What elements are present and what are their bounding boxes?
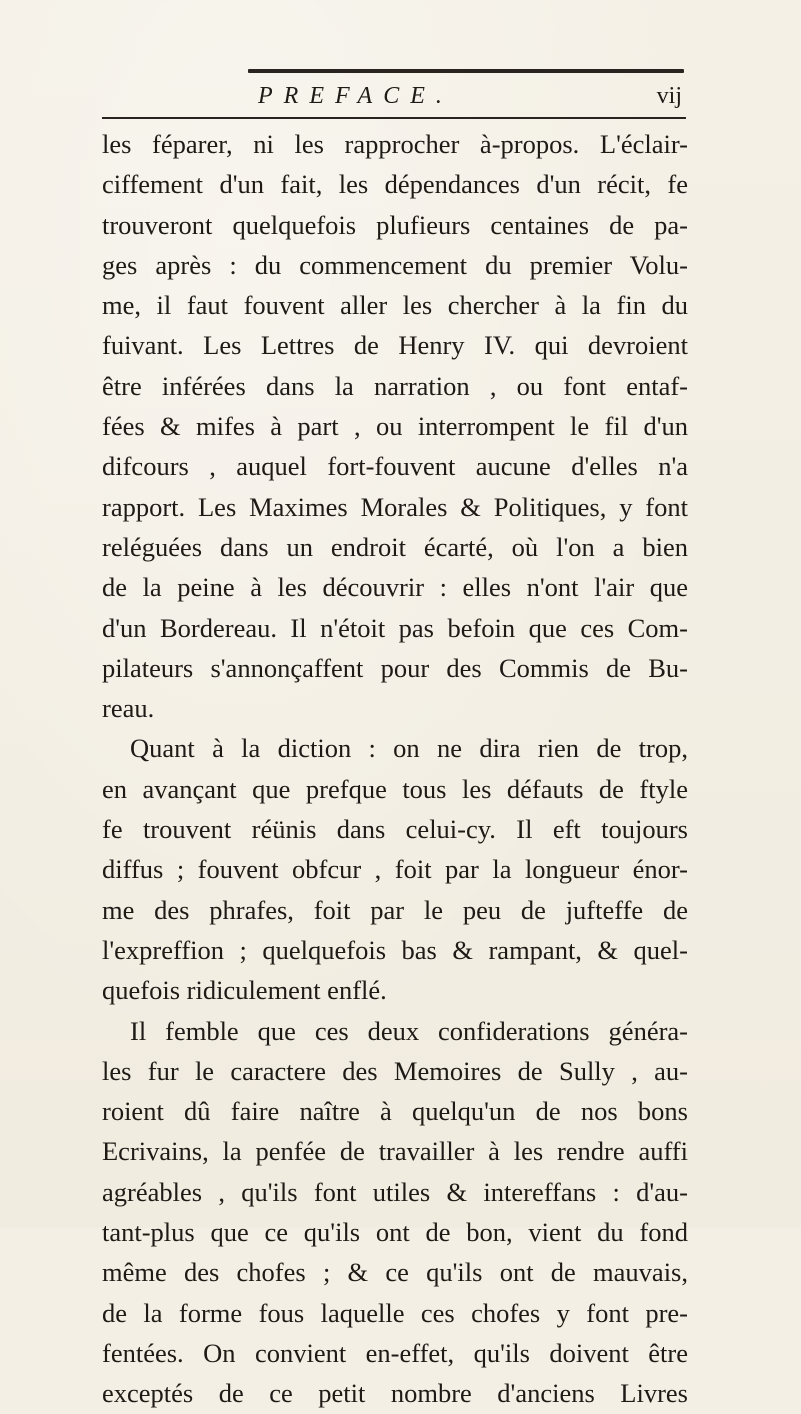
paragraph-start-line: Quant à la diction : on ne dira rien de trop, [130,733,688,764]
text-line: quefois ridiculement enflé. [102,975,387,1006]
text-line: diffus ; fouvent obfcur , foit par la longueur énor- [102,854,688,885]
text-line: les fur le caractere des Memoires de Sully , au- [102,1055,688,1086]
text-line: roient dû faire naître à quelqu'un de nos bons [102,1096,688,1127]
text-line: même des chofes ; & ce qu'ils ont de mauvais, [102,1257,688,1288]
text-line: les féparer, ni les rapprocher à-propos. L'éclair- [102,129,688,159]
text-line: fuivant. Les Lettres de Henry IV. qui devroient [102,330,688,361]
text-line: me, il faut fouvent aller les chercher à la fin du [102,290,688,321]
text-line: être inférées dans la narration , ou font entaf- [102,370,688,401]
text-line: pilateurs s'annonçaffent pour des Commis de Bu- [102,652,688,683]
running-title: PREFACE. [258,83,453,109]
top-ornamental-rule [248,69,684,73]
text-line: reléguées dans un endroit écarté, où l'on a bien [102,531,688,562]
text-line: reau. [102,693,155,724]
header-rule [102,117,686,119]
body-text [102,124,688,1414]
text-line: me des phrafes, foit par le peu de jufteffe de [102,894,688,925]
text-line: d'un Bordereau. Il n'étoit pas befoin que ces Com- [102,612,688,643]
page-header [258,80,688,112]
text-line: rapport. Les Maximes Morales & Politiques, y font [102,491,688,522]
text-line: ciffement d'un fait, les dépendances d'un récit, fe [102,169,688,200]
text-line: exceptés de ce petit nombre d'anciens Livres [102,1378,688,1409]
text-line: Ecrivains, la penfée de travailler à les rendre auffi [102,1136,688,1167]
page-number: vij [656,83,682,109]
text-line: difcours , auquel fort-fouvent aucune d'elles n'a [102,451,688,482]
text-line: trouveront quelquefois plufieurs centaines de pa- [102,209,688,240]
text-line: fentées. On convient en-effet, qu'ils doivent être [102,1337,688,1368]
text-line: en avançant que prefque tous les défauts de ftyle [102,773,688,804]
text-line: de la forme fous laquelle ces chofes y font pre- [102,1297,688,1328]
text-line: agréables , qu'ils font utiles & intereffans : d'au- [102,1176,688,1207]
text-line: fe trouvent réünis dans celui-cy. Il eft toujours [102,814,688,845]
text-line: de la peine à les découvrir : elles n'ont l'air que [102,572,688,603]
paragraph-start-line: Il femble que ces deux confiderations généra- [130,1015,688,1046]
text-line: l'expreffion ; quelquefois bas & rampant, & quel- [102,934,688,965]
text-line: ges après : du commencement du premier Volu- [102,249,688,280]
text-line: tant-plus que ce qu'ils ont de bon, vient du fond [102,1217,688,1248]
text-line: fées & mifes à part , ou interrompent le fil d'un [102,411,688,442]
